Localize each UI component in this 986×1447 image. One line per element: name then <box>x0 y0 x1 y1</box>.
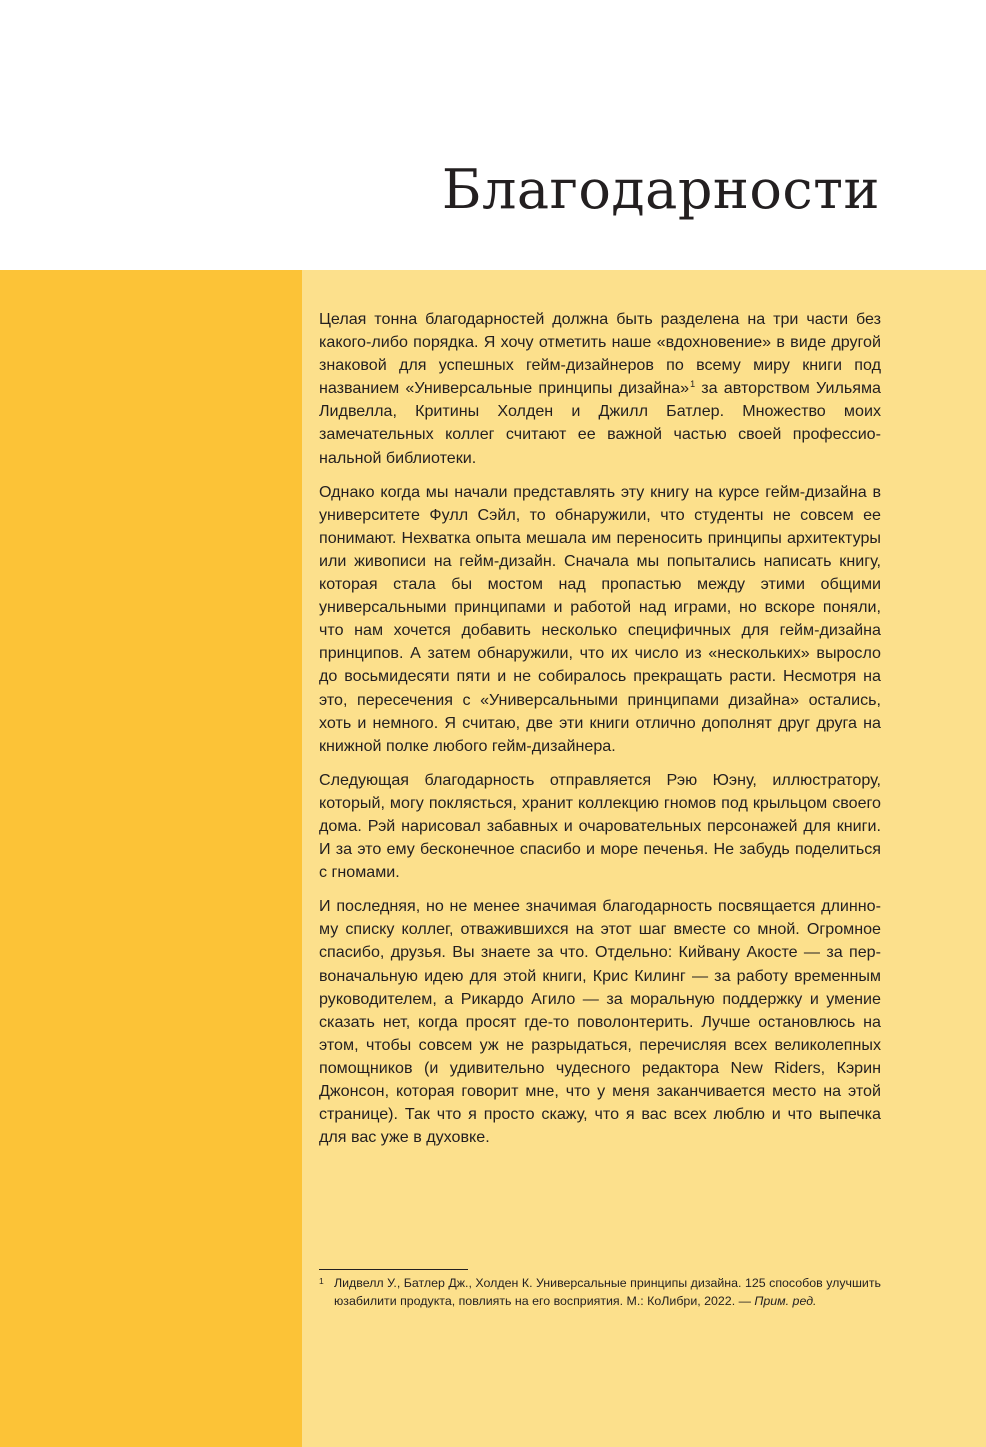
side-color-bar <box>0 270 302 1447</box>
paragraph-4: И последняя, но не менее значимая благодарность посвящается длинному списку коллег, отважившихся на этот шаг вместе со мной. Огромное спасибо, друзья. Вы знаете за что. Отдельно: Кийвану Акосте — за первоначальную идею для этой книги, Крис Килинг — за работу временным руководителем, а Рикардо Агило — за моральную поддержку и умение сказать нет, когда просят где-то поволонтерить. Лучше остановлюсь на этом, чтобы совсем уж не разрыдаться, перечисляя всех великолепных помощников (и удивительно чудесного редактора New Riders, Кэрин Джонсон, которая говорит мне, что у меня заканчивается место на этой странице). Так что я просто скажу, что я вас всех люблю и что выпечка для вас уже в духовке. <box>319 897 881 1147</box>
footnote-marker: 1 <box>319 1276 324 1286</box>
footnote-divider <box>319 1269 468 1270</box>
paragraph-1 <box>319 308 881 470</box>
footnote-text <box>334 1275 881 1310</box>
page-title: Благодарности <box>441 158 880 221</box>
body-text <box>319 308 881 1160</box>
text-band <box>0 270 986 1447</box>
footnote <box>319 1275 881 1310</box>
footnote-editor-note: Прим. ред. <box>754 1293 817 1308</box>
paragraph-3: Следующая благодарность отправляется Рэю Юэну, иллюстратору, который, могу поклясться, хранит коллекцию гномов под крыльцом своего дома. Рэй нарисовал забавных и очаровательных персонажей для книги. И за это ему бесконечное спасибо и море печенья. Не забудь поделиться с гномами. <box>319 770 881 882</box>
paragraph-2: Однако когда мы начали представлять эту книгу на курсе гейм-дизайна в университете Фулл Сэйл, то обнаружили, что студенты не совсем ее понимают. Нехватка опыта мешала им переносить принципы архитектуры или живописи на гейм-дизайн. Сначала мы попытались написать книгу, которая стала бы мостом над пропастью между этими общими универсальными принципами и работой над играми, но вскоре поняли, что нам хочется добавить несколько специфичных для гейм-дизайна принципов. А затем обнаружили, что их число из «нескольких» выросло до восьмидесяти пяти и не собиралось прекращать расти. Несмотря на это, пересечения с «Универсальными принципами дизайна» остались, хоть и немного. Я считаю, две эти книги отлично дополнят друг друга на книжной полке любого гейм-дизайнера. <box>319 482 881 755</box>
footnote-reference: 1 <box>690 379 696 390</box>
paragraph-1-part-1: Целая тонна благодарностей должна быть разделена на три части без какого-либо порядка. Я хочу отметить наше «вдохновение» в виде другой знаковой для успешных гейм-дизайнеров по всему миру книги под названием «Универсальные принципы дизайна» <box>319 310 881 398</box>
footnote-citation: Лидвелл У., Батлер Дж., Холден К. Универсальные принципы дизайна. 125 способов улучшить юзабилити продукта, повлиять на его восприятия. М.: КоЛибри, 2022. — <box>334 1276 881 1308</box>
paragraph-1-part-2: за авторством Уильяма Лидвелла, Критины Холден и Джилл Батлер. Множество моих замечательных коллег считают ее важной частью своей профессиональной библиотеки. <box>319 379 882 467</box>
